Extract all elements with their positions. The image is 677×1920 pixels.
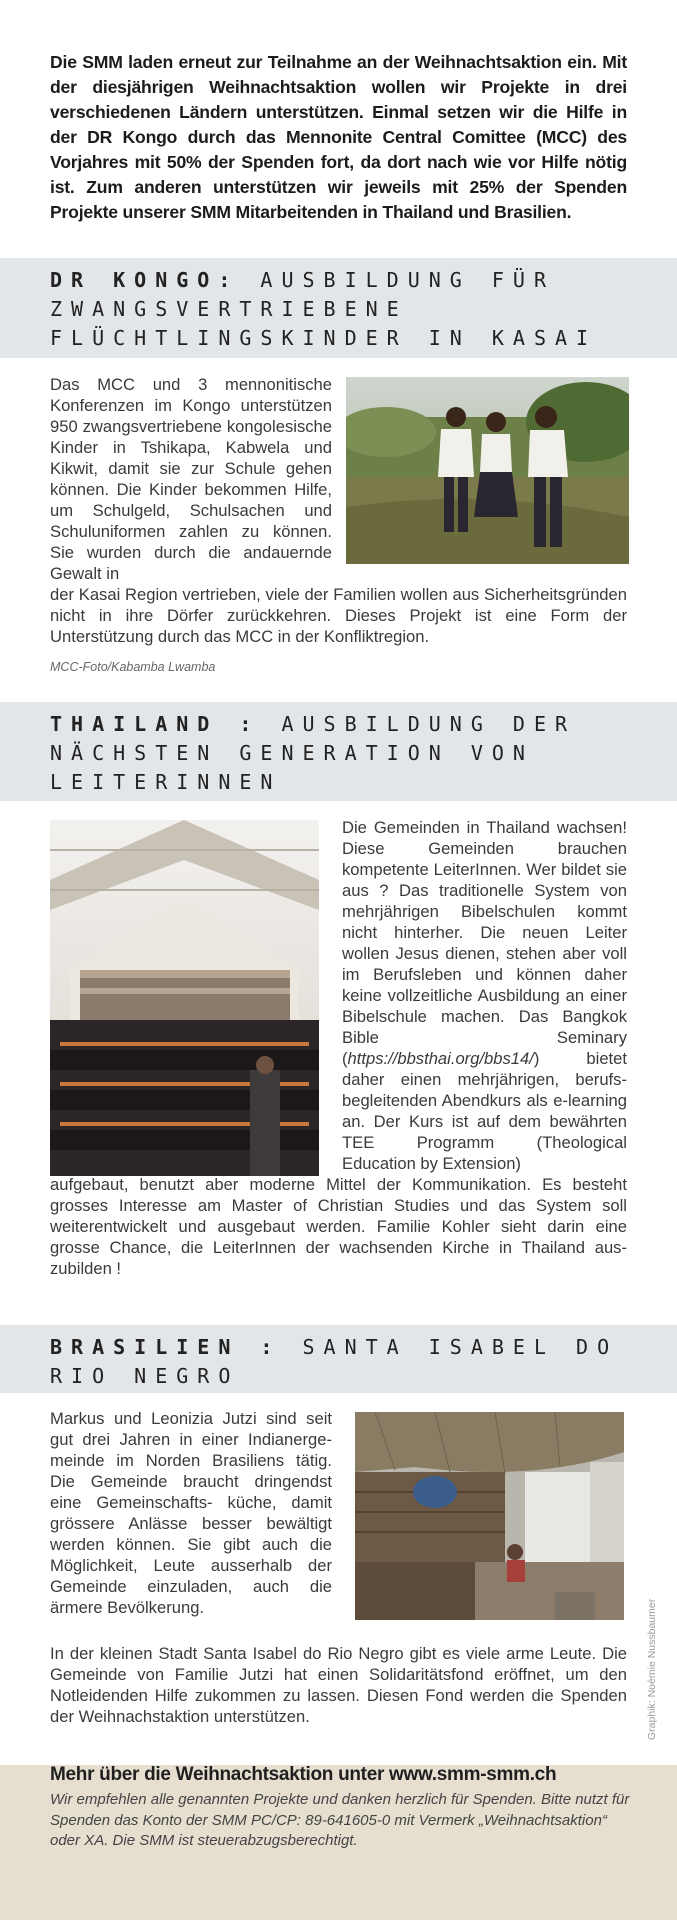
kongo-photo-caption: MCC-Foto/Kabamba Lwamba <box>50 660 216 674</box>
children-walking-photo <box>346 377 629 564</box>
kongo-text-side: Das MCC und 3 mennonitische Konferenzen im Kongo unterstützen 950 zwangsvertriebene kongolesische Kinder in Tshikapa, Kabwela und Kikwit, damit sie zur Schule gehen können. Die Kinder bekommen Hilfe, um Schulgeld, Schulsachen und Schuluniformen zahlen zu können. Sie wurden durch die andauernde Gewalt in <box>50 375 332 583</box>
thailand-photo <box>50 820 319 1176</box>
section-header-thailand <box>0 702 677 801</box>
intro-paragraph: Die SMM laden erneut zur Teilnahme an der Weihnachtsaktion ein. Mit der diesjährigen Weihnachtsaktion wollen wir Projekte in drei verschiedenen Ländern unterstützen. Einmal setzen wir die Hilfe in der DR Kongo durch das Mennonite Central Comittee (MCC) des Vorjahres mit 50% der Spenden fort, da dort nach wie vor Hilfe nötig ist. Zum anderen unterstützen wir jeweils mit 25% der Spenden Projekte unserer SMM Mitarbeitenden in Thailand und Brasilien. <box>50 52 627 222</box>
thailand-text-side: Die Gemeinden in Thailand wachsen! Diese Gemeinden brauchen kompetente LeiterInnen. Wer bildet sie aus ? Das traditionelle System von mehrjährigen Bibelschulen kommt nicht hinterher. Die neuen Leiter wollen Jesus dienen, stehen aber voll im Berufsleben und können daher keine vollzeitliche Ausbildung an einer Bibelschule machen. Das Bangkok Bible Seminary (https://bbsthai.org/bbs14/) bietet daher einen mehrjährigen, berufsbegleitenden Abendkurs als e-learning an. Der Kurs ist auf dem bewährten TEE Programm (Theological Education by Extension) <box>342 818 627 1173</box>
brasilien-photo <box>355 1412 624 1620</box>
kongo-text-full: der Kasai Region vertrieben, viele der Familien wollen aus Sicherheitsgründen nicht in ihre Dörfer zurückkehren. Dieses Projekt ist eine Form der Unterstützung durch das MCC in der Konfliktregion. <box>50 585 627 646</box>
wooden-hut-photo <box>355 1412 624 1620</box>
footer-note: Wir empfehlen alle genannten Projekte und danken herzlich für Spenden. Bitte nutzt für Spenden das Konto der SMM PC/CP: 89-641605-0 mit Vermerk „Weihnachtsaktion“ oder XA. Die SMM ist steuerabzugsberechtigt. <box>50 1791 630 1849</box>
footer-headline: Mehr über die Weihnachtsaktion unter www.smm-smm.ch <box>50 1764 557 1785</box>
section-header-kongo <box>0 258 677 358</box>
section-title-brasilien: BRASILIEN : SANTA ISABEL DO RIO NEGRO <box>50 1335 619 1388</box>
section-header-brasilien <box>0 1325 677 1393</box>
section-title-thailand: THAILAND : AUSBILDUNG DER NÄCHSTEN GENERATION VON LEITERINNEN <box>50 712 577 794</box>
graduation-ceremony-photo <box>50 820 319 1176</box>
graphic-credit: Graphik: Noémie Nussbaumer <box>646 1598 658 1740</box>
bbs-link[interactable]: https://bbsthai.org/bbs14/ <box>347 1049 534 1068</box>
brasilien-text-full: In der kleinen Stadt Santa Isabel do Rio Negro gibt es viele arme Leute. Die Gemeinde von Familie Jutzi hat einen Solidaritätsfond eröffnet, um den Notleidenden Hilfe zukommen zu lassen. Diesen Fond werden die Spenden der Weihnachstaktion unterstützen. <box>50 1644 627 1726</box>
kongo-photo <box>346 377 629 564</box>
brasilien-text-side: Markus und Leonizia Jutzi sind seit gut drei Jahren in einer Indianergemeinde im Norden Brasiliens tätig. Die Gemeinde braucht dringendst eine Gemeinschafts- küche, damit grössere Anlässe besser bewältigt werden können. Sie gibt auch die Möglichkeit, Leute ausserhalb der Gemeinde einzuladen, auch die ärmere Bevölkerung. <box>50 1409 332 1617</box>
thailand-text-full: aufgebaut, benutzt aber moderne Mittel der Kommunikation. Es besteht grosses Interesse am Master of Christian Studies und das System soll weiterentwickelt und ausgebaut werden. Familie Kohler sieht darin eine grosse Chance, die LeiterInnen der wachsenden Kirche in Thailand auszubilden ! <box>50 1175 627 1278</box>
section-title-kongo: DR KONGO: AUSBILDUNG FÜR ZWANGSVERTRIEBENE FLÜCHTLINGSKINDER IN KASAI <box>50 268 598 350</box>
